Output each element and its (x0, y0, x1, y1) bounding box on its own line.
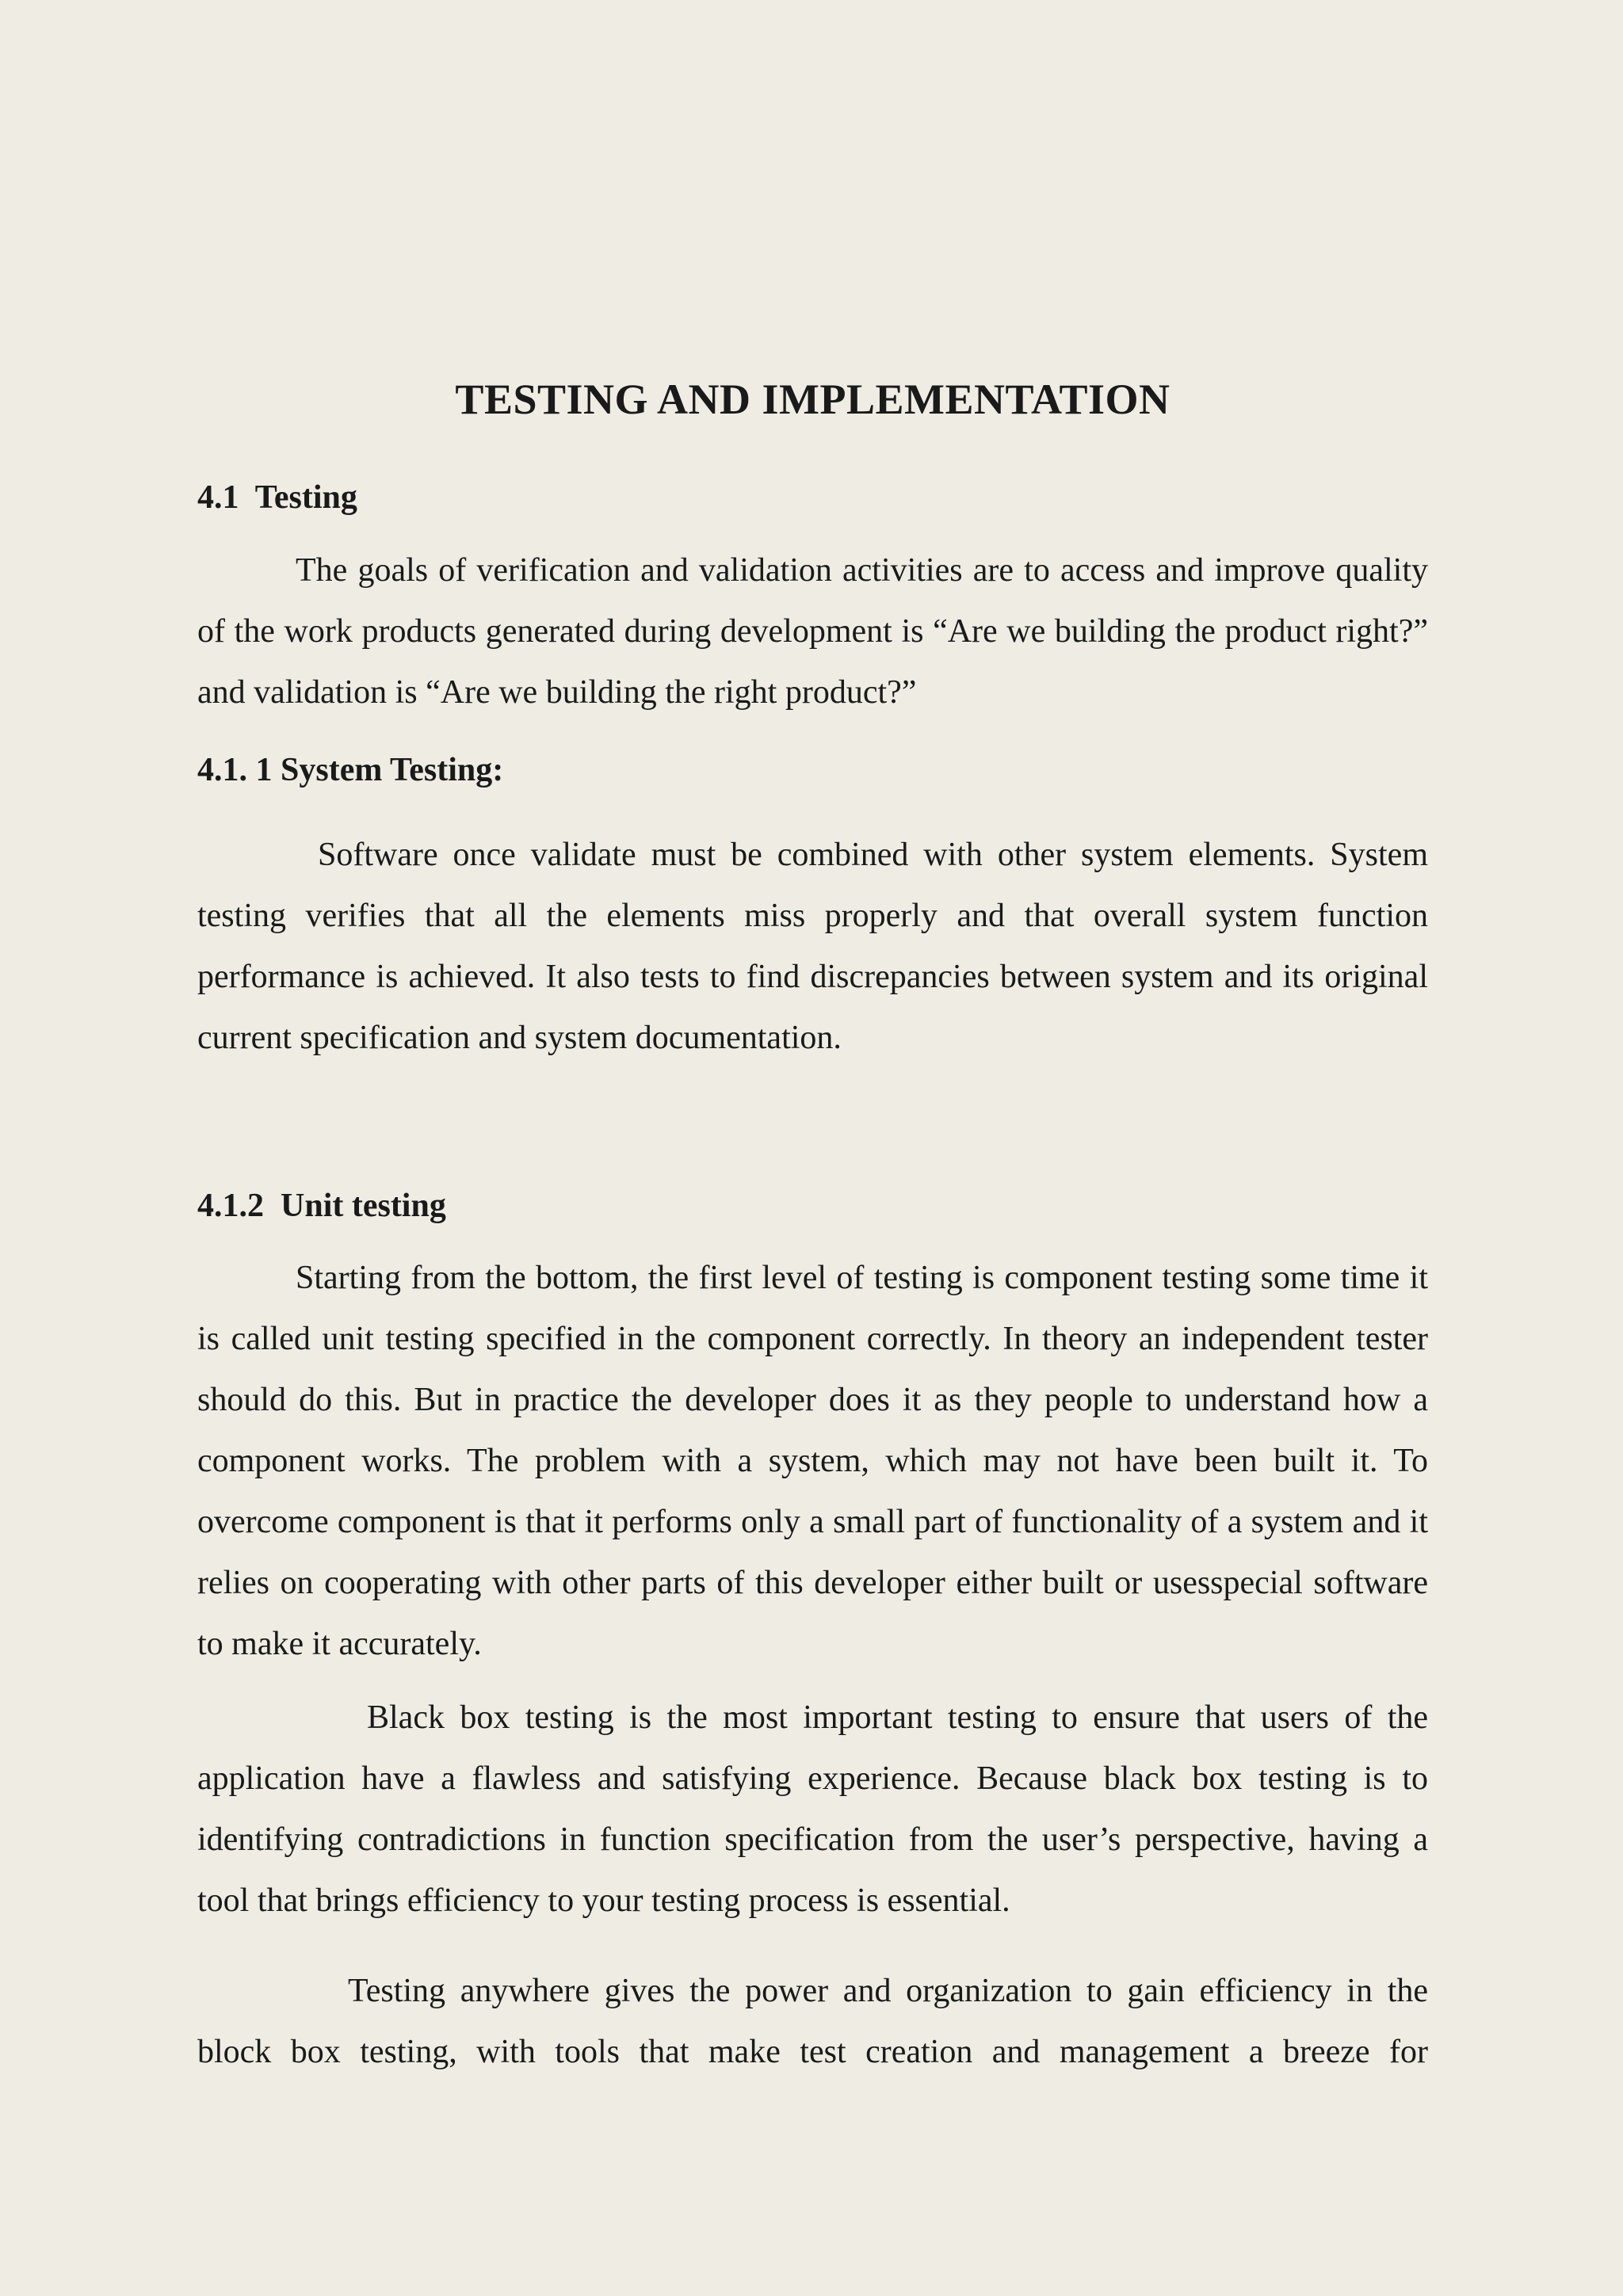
document-page (197, 0, 1428, 2296)
section-heading-system-testing: 4.1. 1 System Testing: (197, 752, 504, 788)
section-heading-testing: 4.1 Testing (197, 479, 357, 516)
section-heading-unit-testing: 4.1.2 Unit testing (197, 1188, 446, 1224)
paragraph-black-box-testing: Black box testing is the most important testing to ensure that users of the application have a flawless and satisfying experience. Because black box testing is to identifying contradictions in function specification from the user’s perspective, having a tool that brings efficiency to your testing process is essential. (197, 1699, 1428, 1919)
paragraph-testing-goals: The goals of verification and validation activities are to access and improve quality of the work products generated during development is “Are we building the product right?” and validation is “Are we building the right product?” (197, 552, 1428, 711)
paragraph-system-testing: Software once validate must be combined with other system elements. System testing verifies that all the elements miss properly and that overall system function performance is achieved. It also tests to find discrepancies between system and its original current specification and system documentation. (197, 837, 1428, 1056)
paragraph-testing-anywhere: Testing anywhere gives the power and organization to gain efficiency in the block box testing, with tools that make test creation and management a breeze for (197, 1973, 1428, 2070)
document-title: TESTING AND IMPLEMENTATION (455, 376, 1170, 423)
paragraph-unit-testing: Starting from the bottom, the first level of testing is component testing some time it is called unit testing specified in the component correctly. In theory an independent tester should do this. But in practice the developer does it as they people to understand how a component works. The problem with a system, which may not have been built it. To overcome component is that it performs only a small part of functionality of a system and it relies on cooperating with other parts of this developer either built or usesspecial software to make it accurately. (197, 1260, 1428, 1662)
